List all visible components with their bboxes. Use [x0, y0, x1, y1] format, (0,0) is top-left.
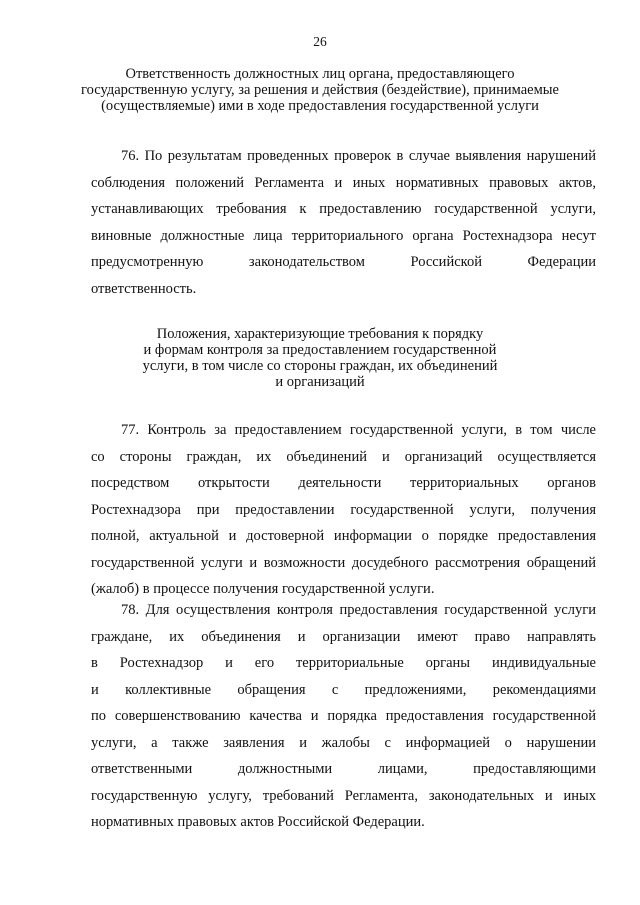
- paragraph-76: [91, 143, 596, 302]
- paragraph-line: государственную услугу, требований Регламента, законодательных и иных: [91, 787, 596, 804]
- paragraph-line: ответственными должностными лицами, предоставляющими: [91, 761, 596, 777]
- paragraph-line: услуги, а также заявления и жалобы с информацией о нарушении: [91, 734, 596, 751]
- paragraph-78: [91, 597, 596, 836]
- paragraph-77: [91, 417, 596, 603]
- section-heading-responsibility: [60, 66, 580, 114]
- paragraph-line: по совершенствованию качества и порядка предоставления государственной: [91, 708, 596, 724]
- paragraph-line: (жалоб) в процессе получения государственной услуги.: [91, 581, 435, 597]
- paragraph-line: посредством открытости деятельности территориальных органов: [91, 475, 596, 491]
- section-heading-control: [60, 326, 580, 390]
- heading-line: государственную услугу, за решения и действия (бездействие), принимаемые: [81, 82, 559, 98]
- heading-line: и формам контроля за предоставлением государственной: [143, 342, 497, 358]
- paragraph-line: предусмотренную законодательством Российской Федерации: [91, 254, 596, 270]
- heading-line: Ответственность должностных лиц органа, предоставляющего: [125, 66, 515, 82]
- paragraph-line: граждане, их объединения и организации имеют право направлять: [91, 628, 596, 645]
- paragraph-line: 77. Контроль за предоставлением государственной услуги, в том числе: [121, 422, 596, 438]
- paragraph-line: виновные должностные лица территориального органа Ростехнадзора несут: [91, 227, 596, 244]
- heading-line: (осуществляемые) ими в ходе предоставления государственной услуги: [101, 98, 539, 114]
- paragraph-line: 76. По результатам проведенных проверок в случае выявления нарушений: [121, 148, 596, 164]
- paragraph-line: Ростехнадзора при предоставлении государственной услуги, получения: [91, 501, 596, 518]
- paragraph-line: нормативных правовых актов Российской Федерации.: [91, 814, 425, 830]
- paragraph-line: полной, актуальной и достоверной информации о порядке предоставления: [91, 528, 596, 544]
- paragraph-line: в Ростехнадзор и его территориальные органы индивидуальные: [91, 655, 596, 671]
- heading-line: услуги, в том числе со стороны граждан, их объединений: [142, 358, 498, 374]
- heading-line: Положения, характеризующие требования к порядку: [156, 326, 484, 342]
- paragraph-line: государственной услуги и возможности досудебного рассмотрения обращений: [91, 554, 596, 571]
- paragraph-line: со стороны граждан, их объединений и организаций осуществляется: [91, 448, 596, 465]
- paragraph-line: ответственность.: [91, 280, 197, 297]
- page-number: 26: [313, 34, 327, 49]
- paragraph-line: и коллективные обращения с предложениями, рекомендациями: [91, 681, 596, 698]
- paragraph-line: устанавливающих требования к предоставлению государственной услуги,: [91, 201, 596, 217]
- paragraph-line: соблюдения положений Регламента и иных нормативных правовых актов,: [91, 174, 596, 191]
- heading-line: и организаций: [275, 374, 365, 390]
- paragraph-line: 78. Для осуществления контроля предоставления государственной услуги: [121, 602, 596, 618]
